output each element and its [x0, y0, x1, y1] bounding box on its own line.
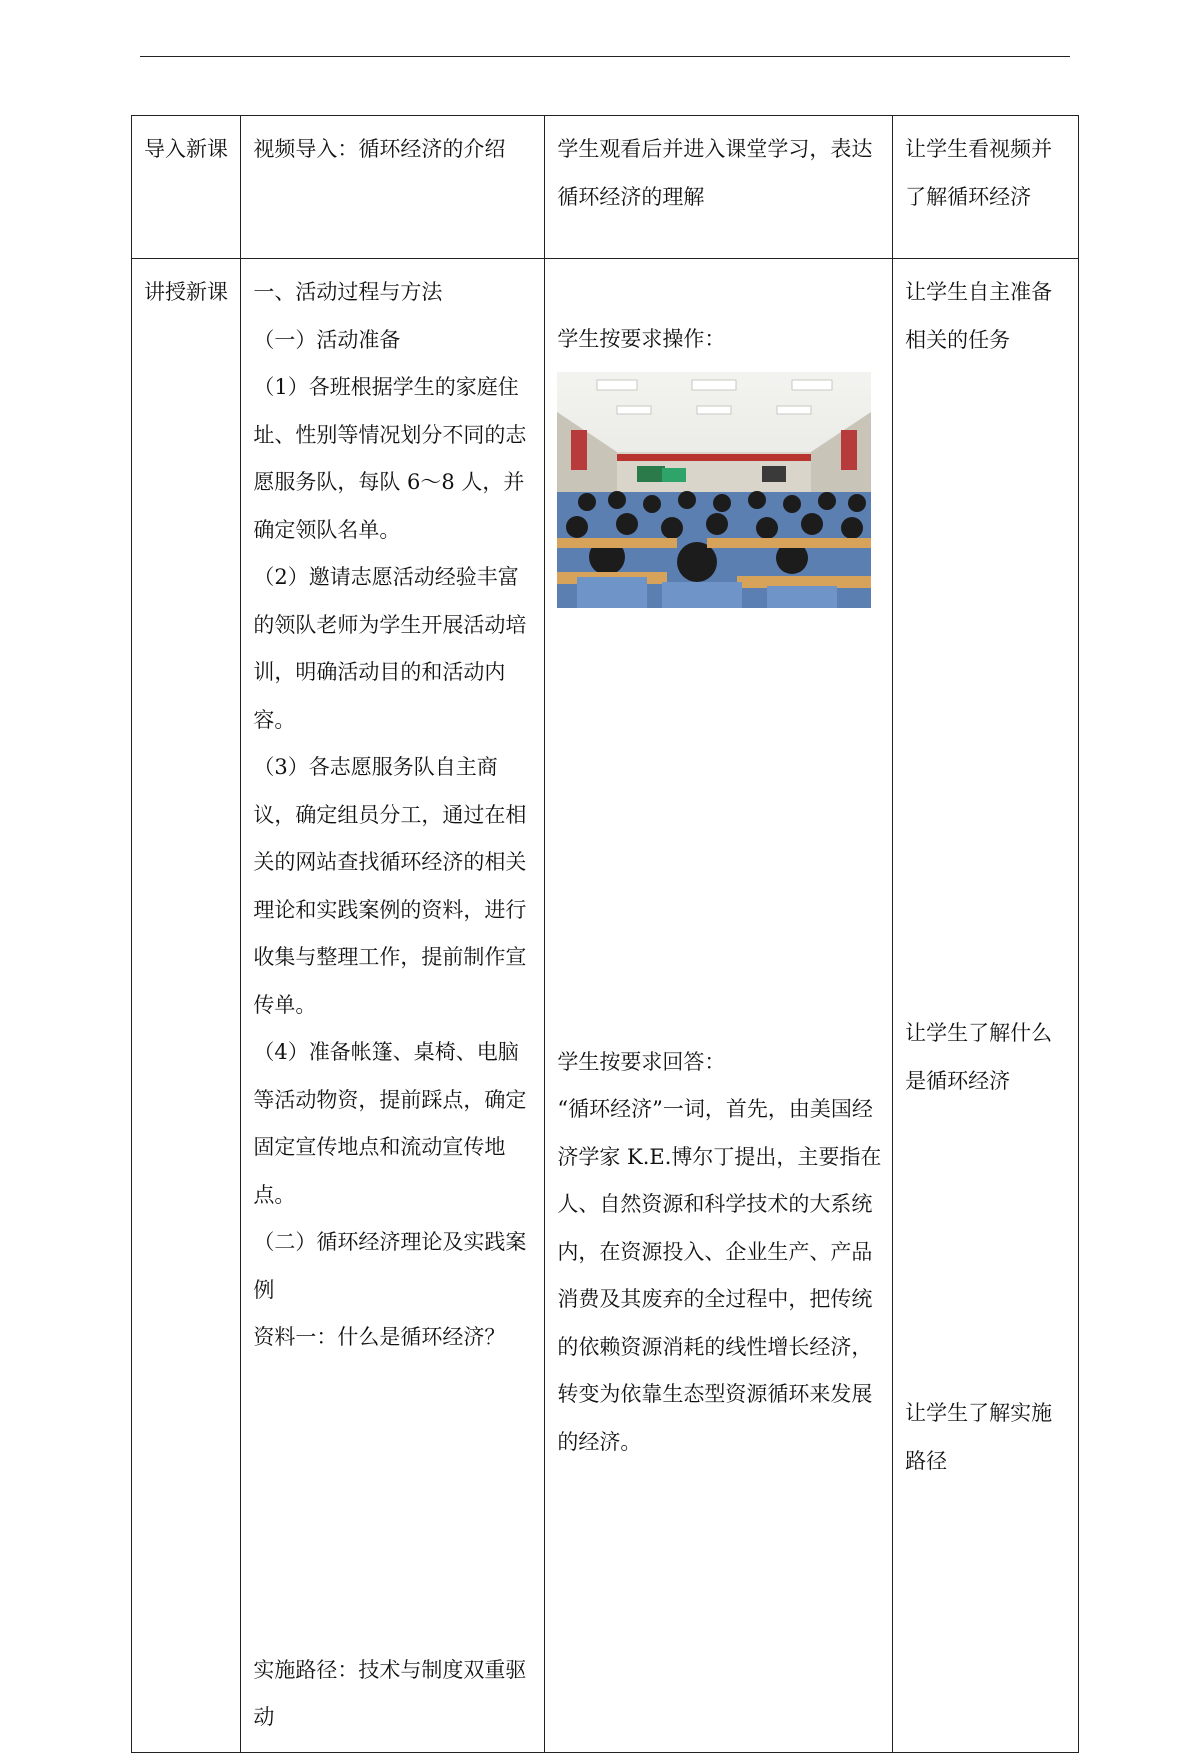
- design-intent-cell: 让学生看视频并了解循环经济: [893, 116, 1079, 259]
- table-row: [132, 116, 1079, 259]
- paragraph: （2）邀请志愿活动经验丰富的领队老师为学生开展活动培训，明确活动目的和活动内容。: [253, 565, 527, 732]
- table-row: [132, 259, 1079, 1753]
- paragraph: 让学生了解什么是循环经济: [905, 1021, 1053, 1093]
- classroom-photo: [557, 372, 871, 608]
- paragraph: （4）准备帐篷、桌椅、电脑等活动物资，提前踩点，确定固定宣传地点和流动宣传地点。: [253, 1040, 527, 1207]
- paragraph: 学生按要求操作：: [557, 327, 726, 351]
- stage-cell: 导入新课: [132, 116, 241, 259]
- paragraph: （1）各班根据学生的家庭住址、性别等情况划分不同的志愿服务队，每队 6～8 人，并确定领队名单。: [253, 375, 527, 542]
- stage-cell: 讲授新课: [132, 259, 241, 1753]
- spacer: [905, 1105, 1068, 1390]
- paragraph: 学生按要求回答：: [557, 1049, 726, 1074]
- spacer: [557, 269, 882, 316]
- paragraph: 实施路径：技术与制度双重驱动: [253, 1657, 527, 1729]
- paragraph: 资料一：什么是循环经济？: [253, 1325, 506, 1349]
- content-cell: 视频导入：循环经济的介绍: [241, 116, 545, 259]
- spacer: [905, 364, 1068, 1010]
- student-activity-cell: 学生观看后并进入课堂学习，表达循环经济的理解: [545, 116, 893, 259]
- paragraph: （3）各志愿服务队自主商议，确定组员分工，通过在相关的网站查找循环经济的相关理论和实践案例的资料，进行收集与整理工作，提前制作宣传单。: [253, 755, 527, 1017]
- section-heading: 一、活动过程与方法: [253, 280, 443, 304]
- subsection-heading: （二）循环经济理论及实践案例: [253, 1230, 527, 1302]
- design-intent-cell: [893, 259, 1079, 1753]
- header-rule: [140, 56, 1070, 57]
- spacer: [557, 612, 882, 1039]
- student-activity-cell: [545, 259, 893, 1753]
- subsection-heading: （一）活动准备: [253, 327, 401, 352]
- content-cell: [241, 259, 545, 1753]
- paragraph: 让学生自主准备相关的任务: [905, 280, 1053, 352]
- spacer: [253, 1362, 534, 1647]
- lesson-plan-table: [131, 115, 1079, 1753]
- paragraph: “循环经济”一词，首先，由美国经济学家 K.E.博尔丁提出，主要指在人、自然资源和科学技术的大系统内，在资源投入、企业生产、产品消费及其废弃的全过程中，把传统的依赖资源消耗的线性增长经济，转变为依靠生态型资源循环来发展的经济。: [557, 1097, 882, 1454]
- paragraph: 让学生了解实施路径: [905, 1401, 1053, 1473]
